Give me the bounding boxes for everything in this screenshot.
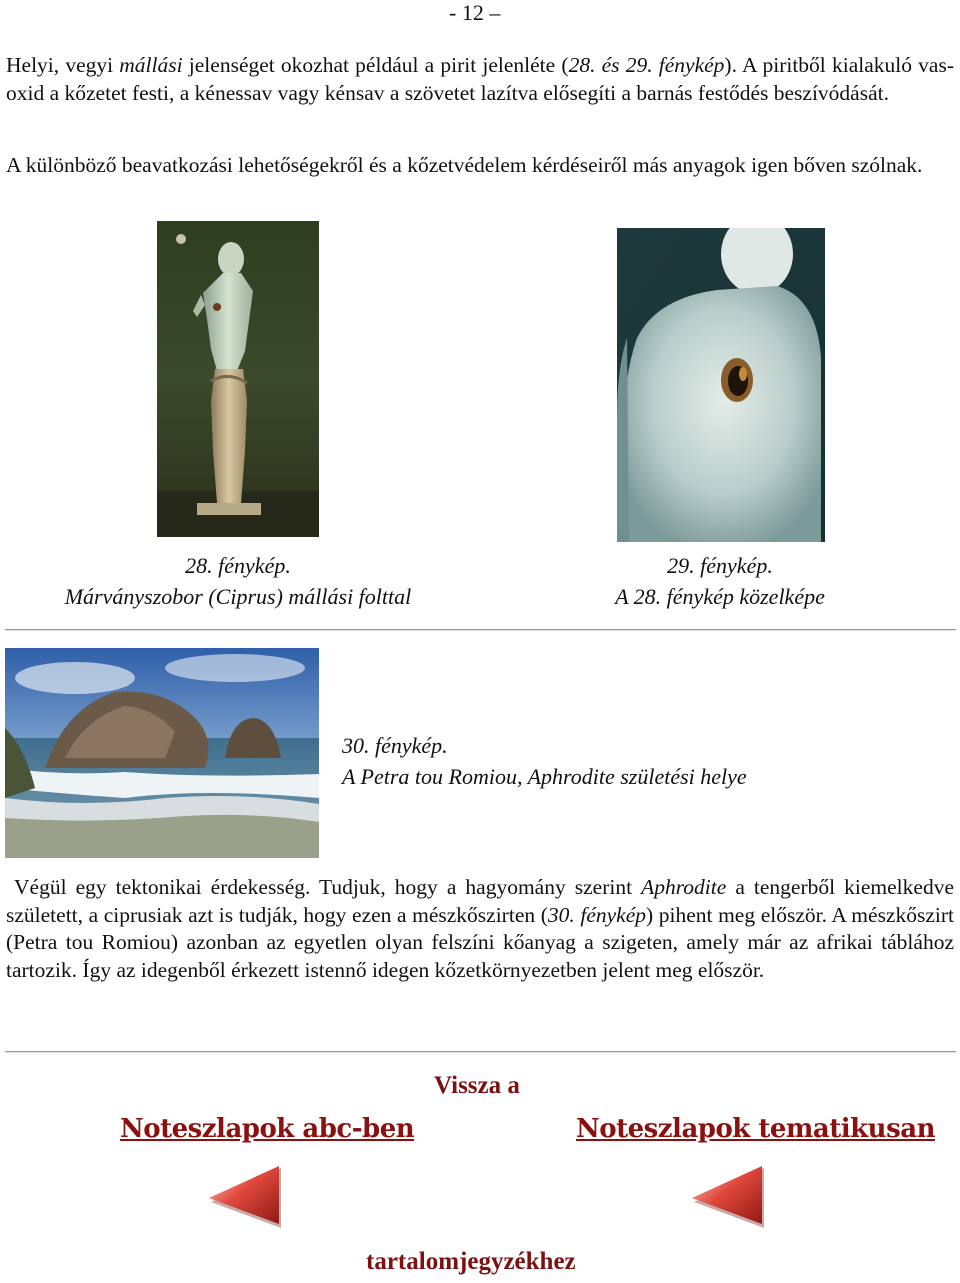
- caption-29-number: 29. fénykép.: [667, 553, 773, 578]
- photo-29-closeup: [617, 228, 825, 542]
- notebook-thematic-link[interactable]: Noteszlapok tematikusan: [576, 1114, 935, 1144]
- table-of-contents-label: tartalomjegyzékhez: [366, 1248, 576, 1275]
- text-span: a tengerből kiemelkedve született, a ciprusiak azt is tudják, hogy ezen a mészkőszirten (: [6, 875, 954, 927]
- caption-28-text: Márványszobor (Ciprus) mállási folttal: [64, 584, 412, 609]
- photo-30-petra-tou-romiou: [5, 648, 319, 858]
- text-span: Helyi, vegyi: [6, 53, 120, 77]
- page-number: - 12 –: [449, 0, 501, 25]
- text-span: ) pihent meg először. A mészkőszirt (Petra tou Romiou) azonban az egyetlen olyan felszíni kőanyag a szigeten, amely már az afrikai táblához tartozik. Így az idegenből érkezett istennő idegen kőzetkörnyezetben jelent meg először.: [6, 902, 954, 982]
- caption-30-number: 30. fénykép.: [342, 733, 448, 758]
- italic-photo-ref: 28. és 29. fénykép: [568, 53, 725, 77]
- paragraph-tectonic: [6, 874, 954, 984]
- italic-photo-ref: 30. fénykép: [547, 902, 646, 927]
- caption-30-text: A Petra tou Romiou, Aphrodite születési helye: [342, 764, 747, 789]
- paragraph-interventions: A különböző beavatkozási lehetőségekről és a kőzetvédelem kérdéseiről más anyagok igen bőven szólnak.: [6, 153, 923, 177]
- italic-term: mállási: [119, 53, 183, 77]
- photo-28-statue: [157, 221, 319, 537]
- paragraph-weathering: [6, 52, 954, 107]
- notebook-alphabetical-link[interactable]: Noteszlapok abc-ben: [120, 1114, 415, 1144]
- divider-bottom: [5, 1051, 956, 1053]
- red-left-arrow-icon[interactable]: [690, 1164, 766, 1233]
- caption-29: [560, 550, 880, 612]
- text-span: jelenséget okozhat például a pirit jelenléte (: [182, 53, 569, 77]
- back-to-label: Vissza a: [434, 1072, 520, 1099]
- text-span: ). A piritből kialakuló vas-oxid a kőzetet festi, a kénessav vagy kénsav a szövetet lazítva elősegíti a barnás festődés beszívódását.: [6, 53, 954, 105]
- caption-28: [30, 550, 446, 612]
- text-span: Végül egy tektonikai érdekesség. Tudjuk, hogy a hagyomány szerint: [14, 875, 642, 899]
- caption-30: [342, 730, 747, 792]
- italic-name: Aphrodite: [641, 875, 727, 899]
- red-left-arrow-icon[interactable]: [207, 1164, 283, 1233]
- caption-29-text: A 28. fénykép közelképe: [615, 584, 825, 609]
- caption-28-number: 28. fénykép.: [185, 553, 291, 578]
- divider-top: [5, 629, 956, 631]
